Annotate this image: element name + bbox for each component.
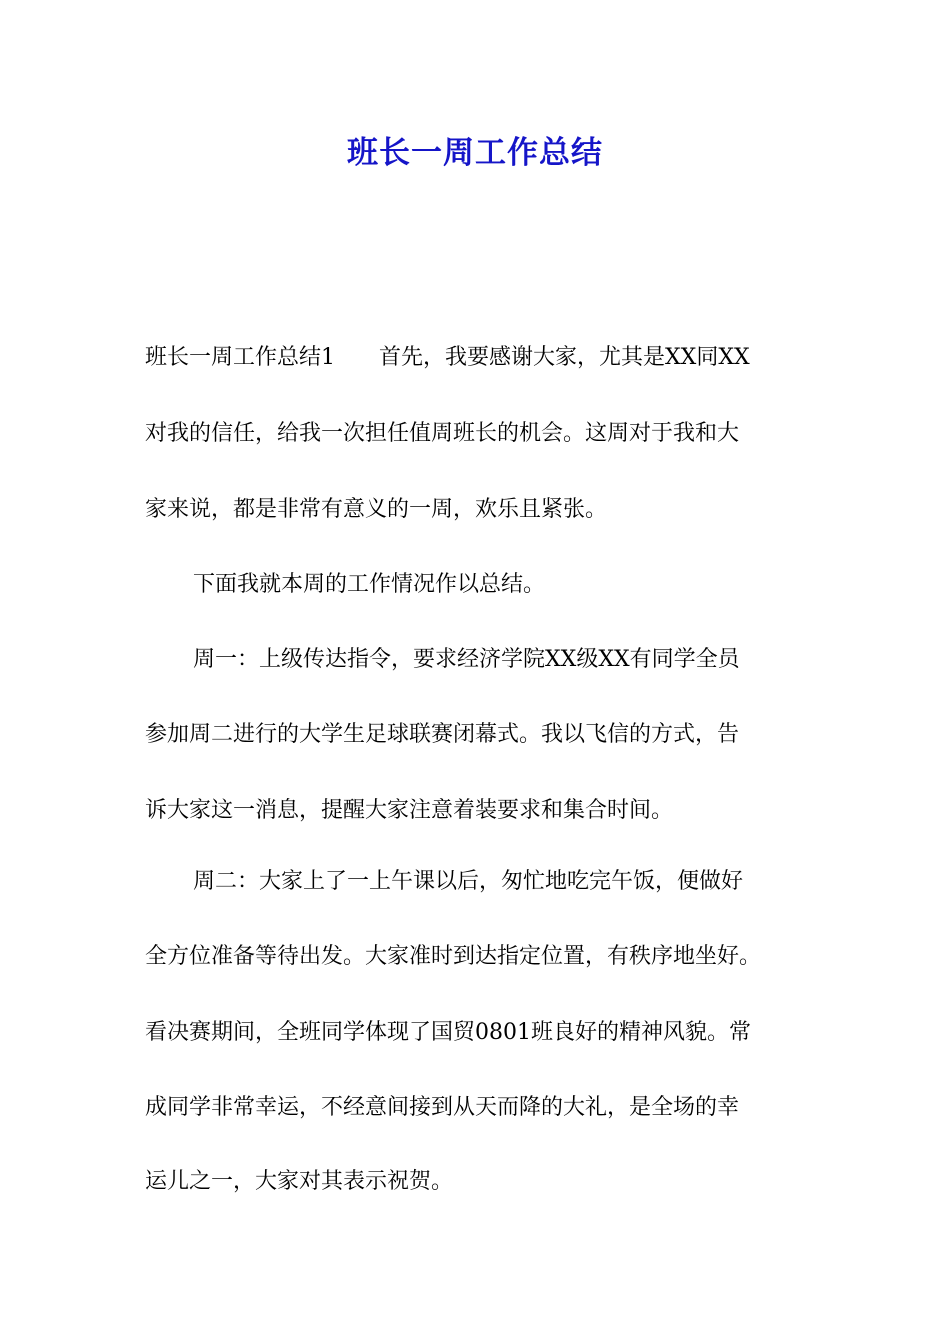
body-line-2: 对我的信任，给我一次担任值周班长的机会。这周对于我和大 [145, 421, 740, 446]
body-line-8: 周二：大家上了一上午课以后，匆忙地吃完午饭，便做好 [193, 869, 744, 894]
body-line-6: 参加周二进行的大学生足球联赛闭幕式。我以飞信的方式，告 [145, 722, 740, 747]
body-line-10: 看决赛期间，全班同学体现了国贸0801班良好的精神风貌。常 [145, 1020, 751, 1045]
body-line-3: 家来说，都是非常有意义的一周，欢乐且紧张。 [145, 497, 608, 522]
body-line-4: 下面我就本周的工作情况作以总结。 [193, 572, 546, 597]
body-line-1: 班长一周工作总结1 首先，我要感谢大家，尤其是XX同XX [145, 345, 750, 370]
body-line-9: 全方位准备等待出发。大家准时到达指定位置，有秩序地坐好。 [145, 944, 762, 969]
body-line-11: 成同学非常幸运，不经意间接到从天而降的大礼，是全场的幸 [145, 1095, 740, 1120]
document-title: 班长一周工作总结 [347, 135, 603, 171]
body-line-12: 运儿之一，大家对其表示祝贺。 [145, 1169, 454, 1194]
body-line-7: 诉大家这一消息，提醒大家注意着装要求和集合时间。 [145, 798, 674, 823]
body-line-5: 周一：上级传达指令，要求经济学院XX级XX有同学全员 [193, 647, 740, 672]
